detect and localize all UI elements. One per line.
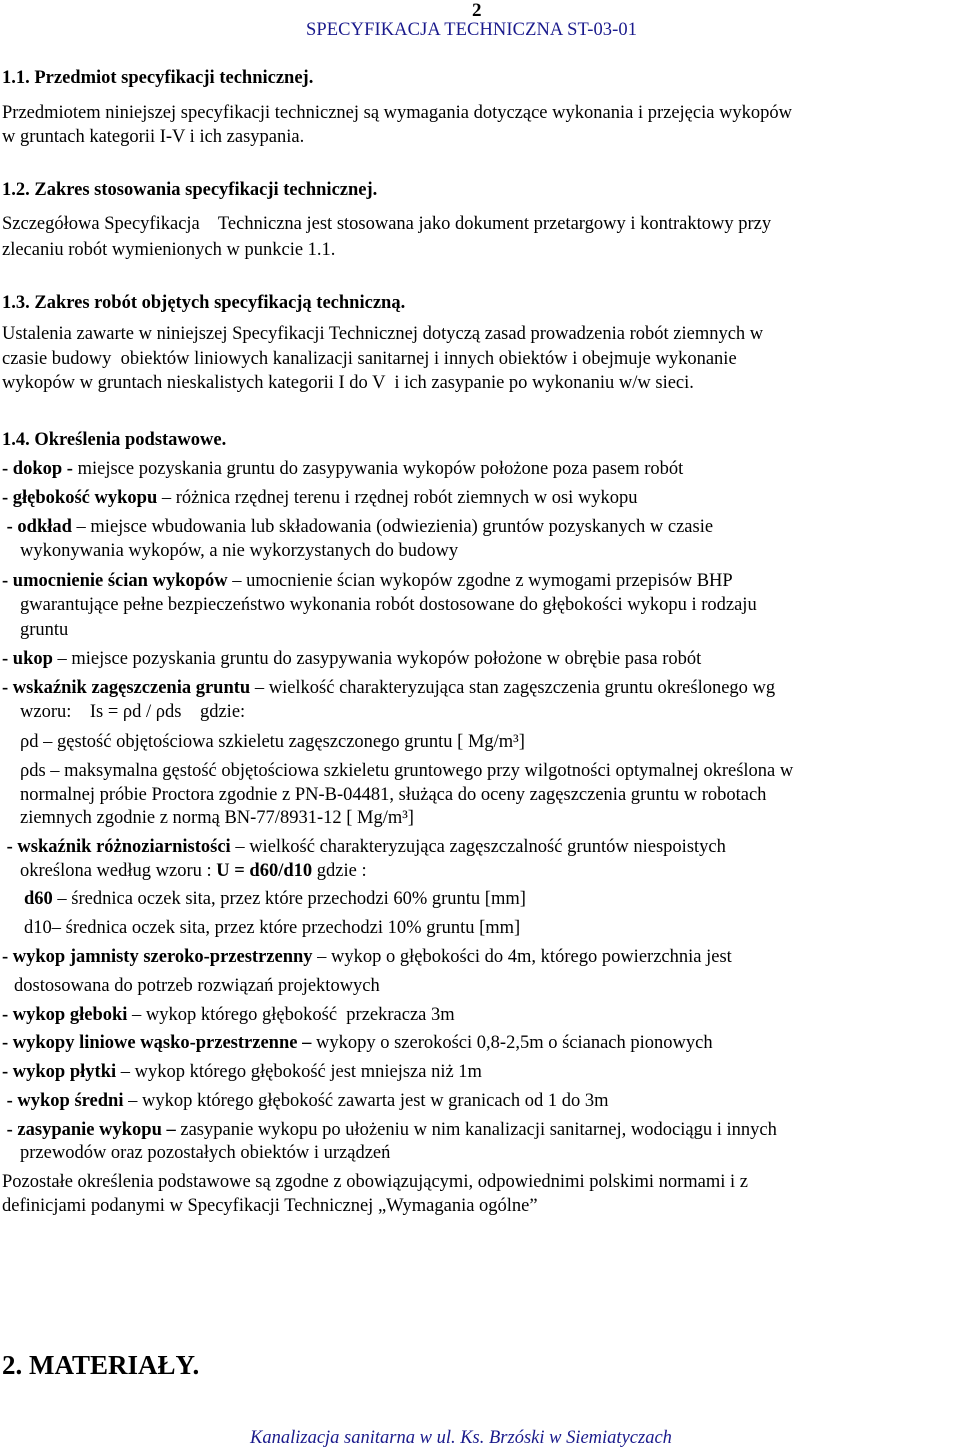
definition-rhods-cont: normalnej próbie Proctora zgodnie z PN-B-04481, służąca do oceny zagęszczenia gruntu w robotach bbox=[20, 785, 767, 805]
definition-wykop-sredni: - wykop średni – wykop którego głębokość zawarta jest w granicach od 1 do 3m bbox=[2, 1091, 609, 1111]
definition-umocnienie-cont: gruntu bbox=[20, 620, 69, 640]
section-1-2-line: Szczegółowa Specyfikacja Techniczna jest stosowana jako dokument przetargowy i kontraktowy przy bbox=[2, 214, 772, 234]
definition-wykop-jamnisty: - wykop jamnisty szeroko-przestrzenny – wykop o głębokości do 4m, którego powierzchnia jest bbox=[2, 947, 732, 967]
section-1-1-line: Przedmiotem niniejszej specyfikacji technicznej są wymagania dotyczące wykonania i przejęcia wykopów bbox=[2, 103, 793, 123]
section-1-3-line: wykopów w gruntach nieskalistych kategorii I do V i ich zasypanie po wykonaniu w/w sieci. bbox=[2, 373, 694, 393]
definition-roznoziarnistosc: - wskaźnik różnoziarnistości – wielkość charakteryzująca zagęszczalność gruntów niespoistych bbox=[2, 837, 726, 857]
section-1-4-heading: 1.4. Określenia podstawowe. bbox=[2, 430, 227, 450]
page-footer: Kanalizacja sanitarna w ul. Ks. Brzóski w Siemiatyczach bbox=[250, 1428, 672, 1448]
section-1-2-line: zlecaniu robót wymienionych w punkcie 1.1. bbox=[2, 240, 336, 260]
section-2-heading: 2. MATERIAŁY. bbox=[2, 1350, 200, 1380]
section-1-2-heading: 1.2. Zakres stosowania specyfikacji technicznej. bbox=[2, 180, 378, 200]
spec-title: SPECYFIKACJA TECHNICZNA ST-03-01 bbox=[306, 20, 638, 40]
definition-zasypanie: - zasypanie wykopu – zasypanie wykopu po ułożeniu w nim kanalizacji sanitarnej, wodociągu i innych bbox=[2, 1120, 777, 1140]
section-1-3-heading: 1.3. Zakres robót objętych specyfikacją techniczną. bbox=[2, 293, 406, 313]
section-1-1-line: w gruntach kategorii I-V i ich zasypania. bbox=[2, 127, 305, 147]
definition-dokop: - dokop - miejsce pozyskania gruntu do zasypywania wykopów położone poza pasem robót bbox=[2, 459, 684, 479]
definition-umocnienie-cont: gwarantujące pełne bezpieczeństwo wykonania robót dostosowane do głębokości wykopu i rodzaju bbox=[20, 595, 757, 615]
definition-glebokosc: - głębokość wykopu – różnica rzędnej terenu i rzędnej robót ziemnych w osi wykopu bbox=[2, 488, 638, 508]
definition-wykop-jamnisty-cont: dostosowana do potrzeb rozwiązań projektowych bbox=[14, 976, 380, 996]
definition-odklad-cont: wykonywania wykopów, a nie wykorzystanych do budowy bbox=[20, 541, 459, 561]
definition-zasypanie-cont: przewodów oraz pozostałych obiektów i urządzeń bbox=[20, 1143, 391, 1163]
section-1-1-heading: 1.1. Przedmiot specyfikacji technicznej. bbox=[2, 68, 314, 88]
section-1-3-line: czasie budowy obiektów liniowych kanalizacji sanitarnej i innych obiektów i obejmuje wykonanie bbox=[2, 349, 737, 369]
definition-umocnienie: - umocnienie ścian wykopów – umocnienie ścian wykopów zgodne z wymogami przepisów BHP bbox=[2, 571, 733, 591]
definition-rhods: ρds – maksymalna gęstość objętościowa szkieletu gruntowego przy wilgotności optymalnej określona w bbox=[20, 761, 794, 781]
definition-rhods-cont: ziemnych zgodnie z normą BN-77/8931-12 [ Mg/m³] bbox=[20, 808, 414, 828]
formula-u: określona według wzoru : U = d60/d10 gdzie : bbox=[20, 861, 367, 881]
definition-d60: d60 – średnica oczek sita, przez które przechodzi 60% gruntu [mm] bbox=[24, 889, 526, 909]
page-number: 2 bbox=[472, 0, 482, 21]
closing-paragraph: Pozostałe określenia podstawowe są zgodne z obowiązującymi, odpowiednimi polskimi normami i z bbox=[2, 1172, 748, 1192]
definition-wykopy-liniowe: - wykopy liniowe wąsko-przestrzenne – wykopy o szerokości 0,8-2,5m o ścianach pionowych bbox=[2, 1033, 713, 1053]
definition-wykop-gleboki: - wykop głeboki – wykop którego głębokość przekracza 3m bbox=[2, 1005, 455, 1025]
definition-ukop: - ukop – miejsce pozyskania gruntu do zasypywania wykopów położone w obrębie pasa robót bbox=[2, 649, 702, 669]
definition-wykop-plytki: - wykop płytki – wykop którego głębokość jest mniejsza niż 1m bbox=[2, 1062, 482, 1082]
closing-paragraph: definicjami podanymi w Specyfikacji Technicznej „Wymagania ogólne” bbox=[2, 1196, 538, 1216]
definition-odklad: - odkład – miejsce wbudowania lub składowania (odwiezienia) gruntów pozyskanych w czasie bbox=[2, 517, 714, 537]
definition-d10: d10– średnica oczek sita, przez które przechodzi 10% gruntu [mm] bbox=[24, 918, 521, 938]
definition-wskaznik: - wskaźnik zagęszczenia gruntu – wielkość charakteryzująca stan zagęszczenia gruntu określonego wg bbox=[2, 678, 776, 698]
definition-rhod: ρd – gęstość objętościowa szkieletu zagęszczonego gruntu [ Mg/m³] bbox=[20, 732, 525, 752]
section-1-3-line: Ustalenia zawarte w niniejszej Specyfikacji Technicznej dotyczą zasad prowadzenia robót ziemnych w bbox=[2, 324, 764, 344]
formula-is: wzoru: Is = ρd / ρds gdzie: bbox=[20, 702, 246, 722]
